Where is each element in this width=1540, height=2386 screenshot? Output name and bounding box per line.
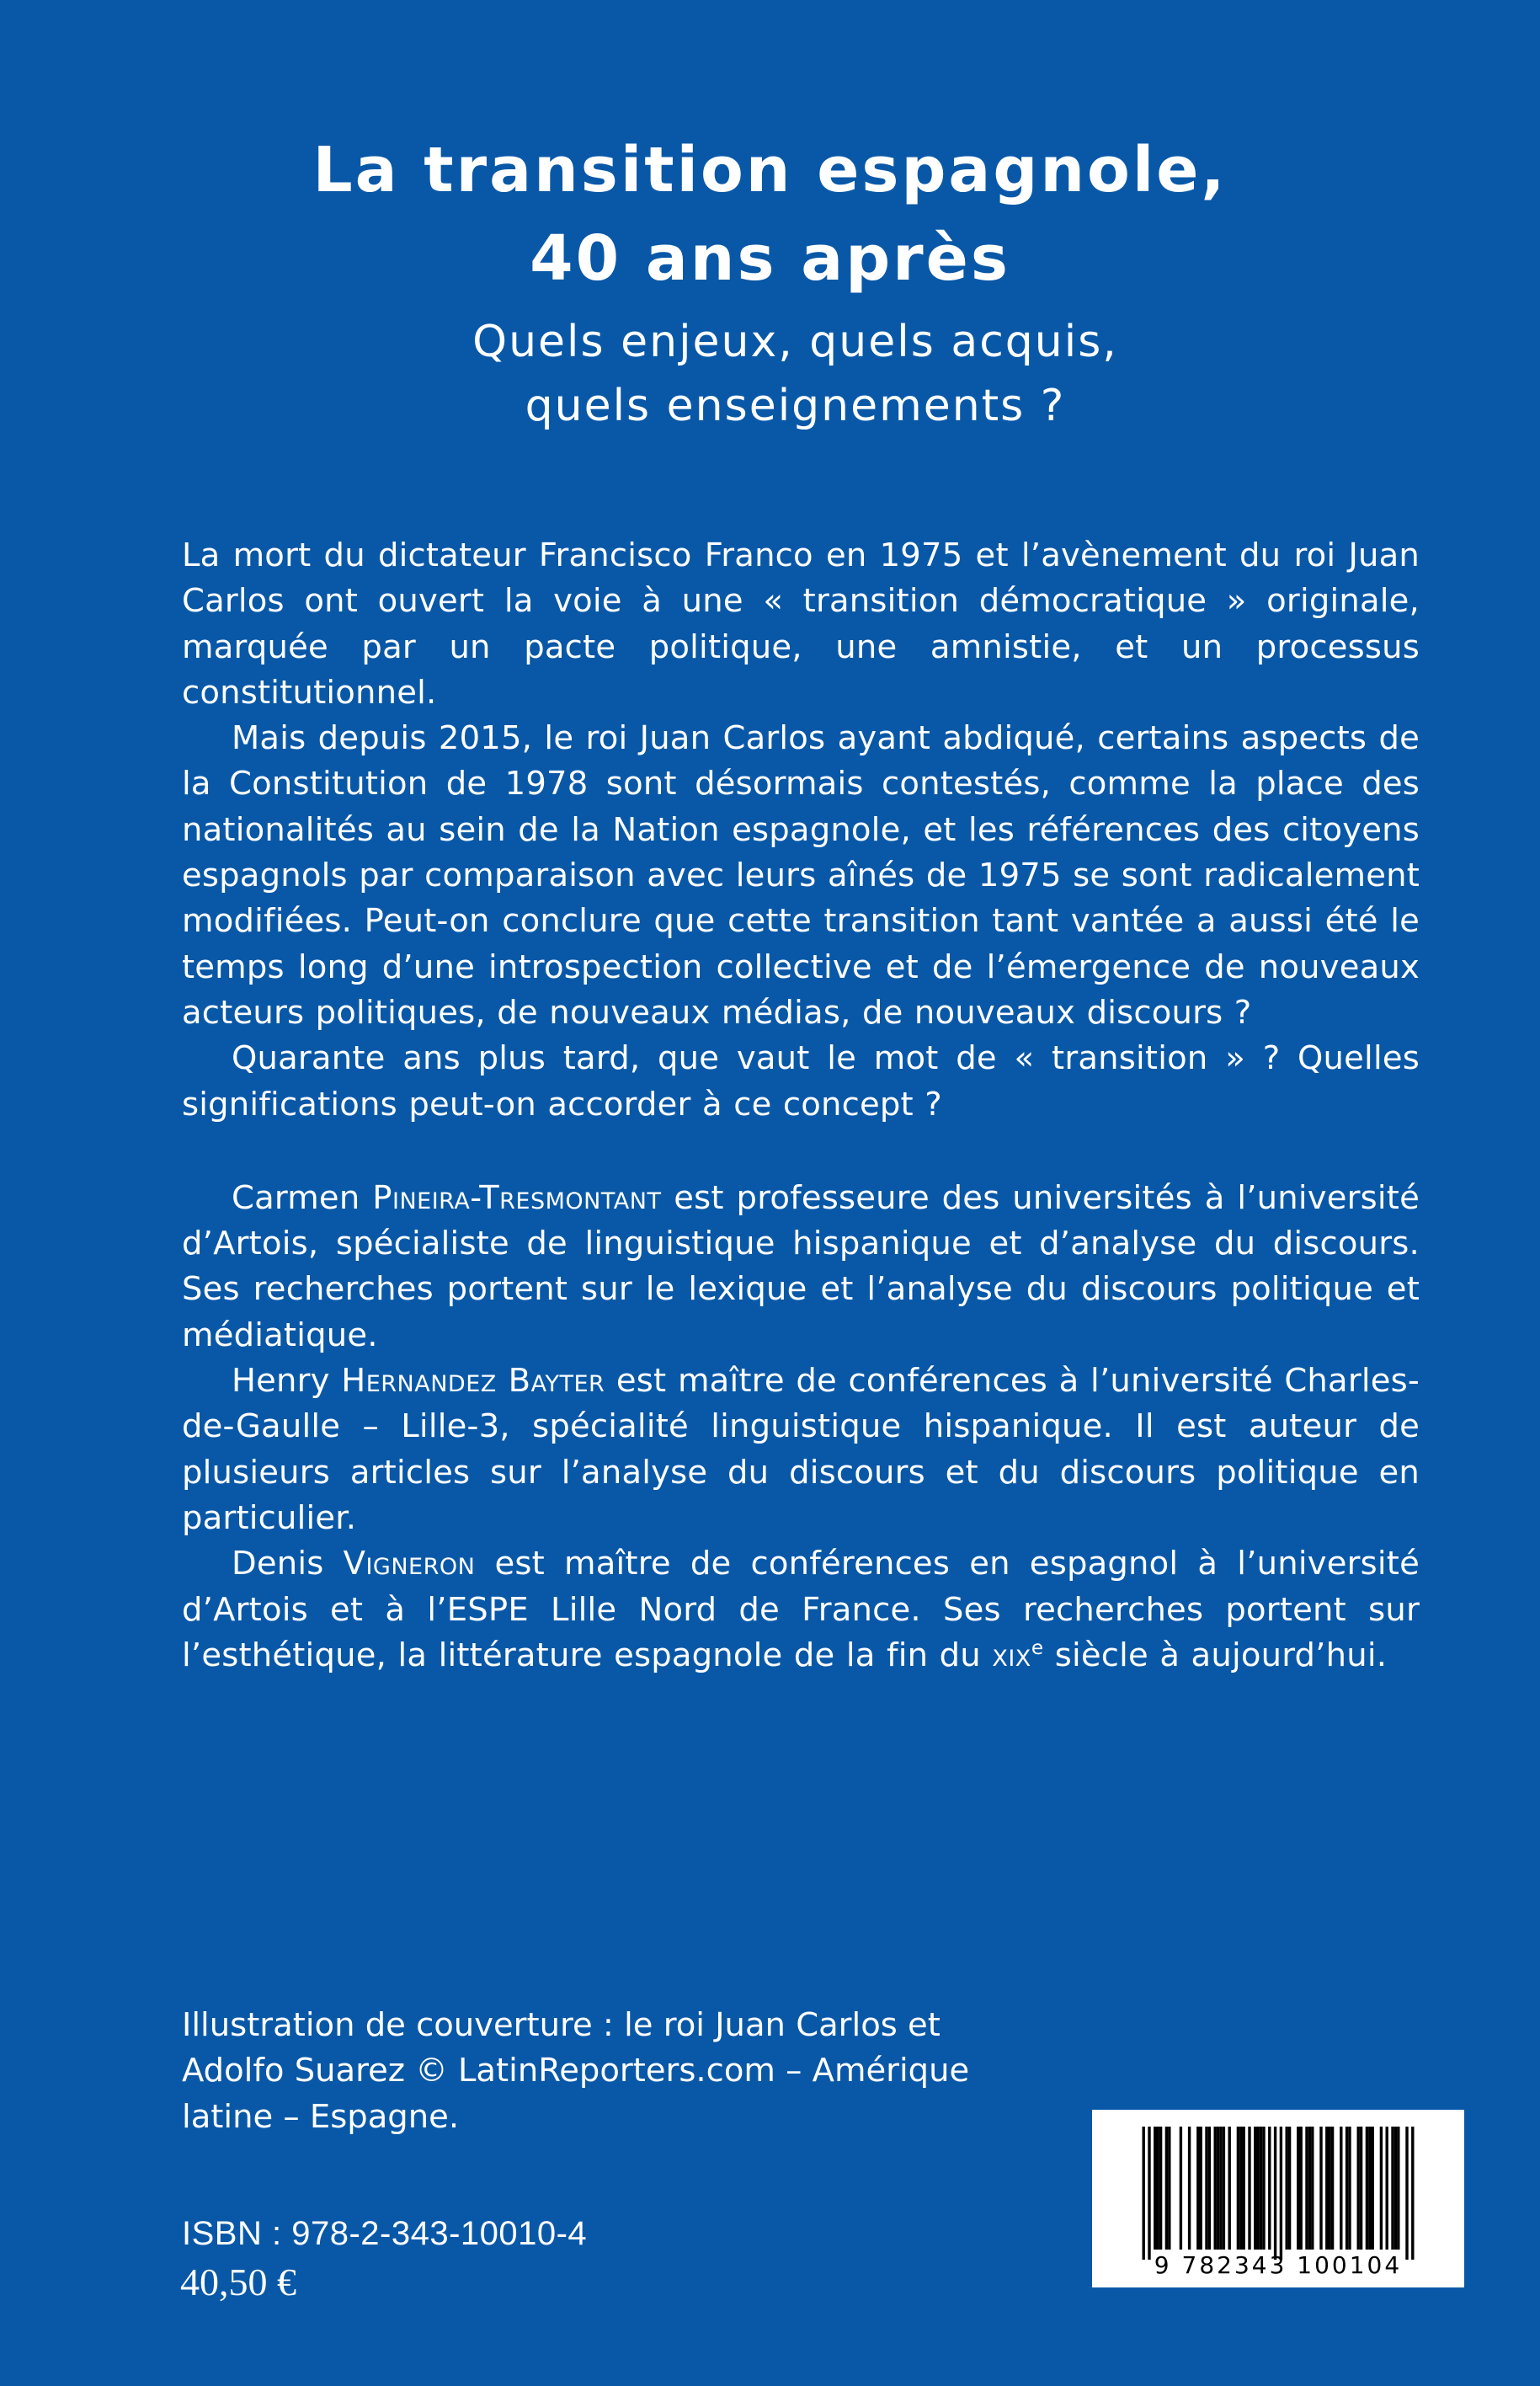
summary-paragraph-2: Mais depuis 2015, le roi Juan Carlos ayant abdiqué, certains aspects de la Constitution de 1978 sont désormais contestés, comme la place des nationalités au sein de la Nation espagnole, et les références des citoyens espagnols par comparaison avec leurs aînés de 1975 se sont radicalement modifiées. Peut-on conclure que cette transition tant vantée a aussi été le temps long d’une introspection collective et de l’émergence de nouveaux acteurs politiques, de nouveaux médias, de nouveaux discours ?	[182, 719, 1420, 1032]
subtitle-line-2: quels enseignements ?	[525, 381, 1066, 431]
barcode-bar	[1380, 2127, 1383, 2250]
credit-line-2: Adolfo Suarez © LatinReporters.com – Amérique	[182, 2052, 970, 2090]
author-bio-1	[182, 1176, 1420, 1358]
barcode-bar	[1411, 2127, 1414, 2260]
barcode-bar	[1397, 2127, 1399, 2250]
barcode-bar	[1208, 2127, 1211, 2250]
barcode-bar	[1168, 2127, 1170, 2250]
century-numeral: xix	[992, 1636, 1031, 1674]
barcode-bar	[1260, 2127, 1262, 2250]
barcode-bar	[1297, 2127, 1299, 2250]
barcode-bar	[1143, 2127, 1145, 2260]
barcode-bar	[1405, 2127, 1408, 2260]
barcode-bar	[1331, 2127, 1334, 2250]
author-last-name: Pineira-Tresmontant	[372, 1178, 662, 1217]
barcode-bar	[1214, 2127, 1217, 2250]
barcode-bar	[1200, 2127, 1202, 2250]
barcode-bar	[1188, 2127, 1191, 2250]
barcode-bar	[1346, 2127, 1348, 2250]
barcode-bar	[1228, 2127, 1231, 2250]
author-last-name: Hernandez Bayter	[341, 1362, 605, 1401]
barcode-bar	[1394, 2127, 1397, 2250]
barcode-bar	[1280, 2127, 1282, 2260]
author-first-name: Denis	[232, 1545, 324, 1583]
author-first-name: Carmen	[232, 1178, 360, 1217]
barcode-bar	[1366, 2127, 1368, 2250]
barcode-bar	[1257, 2127, 1260, 2250]
barcode-bar	[1288, 2127, 1291, 2250]
credit-line-1: Illustration de couverture : le roi Juan Carlos et	[182, 2006, 941, 2044]
price-label: 40,50 €	[180, 2261, 296, 2303]
book-title	[0, 126, 1540, 303]
barcode-bar	[1223, 2127, 1225, 2250]
barcode-bar	[1219, 2127, 1222, 2250]
barcode-bar	[1196, 2127, 1199, 2250]
author-bio-text: est maître de conférences à l’université Charles-de-Gaulle – Lille-3, spécialité linguistique hispanique. Il est auteur de plusieurs articles sur l’analyse du discours et du discours politique en particulier.	[182, 1362, 1420, 1537]
barcode-bar	[1340, 2127, 1342, 2250]
barcode-bar	[1248, 2127, 1250, 2250]
barcode-bar	[1329, 2127, 1331, 2250]
barcode-bar	[1217, 2127, 1219, 2250]
credit-line-3: latine – Espagne.	[182, 2097, 460, 2136]
barcode-bar	[1372, 2127, 1374, 2250]
summary-paragraph-3: Quarante ans plus tard, que vaut le mot de « transition » ? Quelles significations peut-on accorder à ce concept ?	[182, 1039, 1420, 1124]
barcode-bar	[1243, 2127, 1245, 2250]
barcode-bar	[1311, 2127, 1314, 2250]
barcode-bar	[1159, 2127, 1162, 2250]
section-spacer	[182, 1128, 1420, 1176]
barcode-bar	[1205, 2127, 1207, 2250]
barcode	[1092, 2110, 1464, 2287]
back-cover-text	[182, 533, 1420, 1679]
title-line-2: 40 ans après	[530, 222, 1010, 295]
subtitle-line-1: Quels enjeux, quels acquis,	[472, 317, 1118, 367]
author-bio-2	[182, 1358, 1420, 1541]
barcode-bar	[1386, 2127, 1388, 2250]
isbn-number: ISBN : 978-2-343-10010-4	[182, 2215, 588, 2252]
author-bio-3	[182, 1541, 1420, 1679]
title-line-1: La transition espagnole,	[312, 134, 1228, 206]
barcode-bar	[1254, 2127, 1256, 2250]
barcode-bar	[1180, 2127, 1182, 2250]
illustration-credit	[182, 2003, 990, 2140]
barcode-bar	[1308, 2127, 1311, 2250]
barcode-bar	[1305, 2127, 1308, 2250]
barcode-bar	[1237, 2127, 1239, 2250]
author-bio-text: est maître de conférences en espagnol à l’université d’Artois et à l’ESPE Lille Nord de France. Ses recherches portent sur l’esthétique, la littérature espagnole de la fin du	[182, 1545, 1420, 1674]
barcode-bar	[1325, 2127, 1328, 2250]
century-superscript: e	[1031, 1637, 1044, 1659]
barcode-bar	[1286, 2127, 1288, 2250]
author-last-name: Vigneron	[343, 1545, 476, 1583]
summary-paragraph-1: La mort du dictateur Francisco Franco en 1975 et l’avènement du roi Juan Carlos ont ouvert la voie à une « transition démocratique » originale, marquée par un pacte politique, une amnistie, et un processus constitutionnel.	[182, 536, 1420, 712]
book-subtitle	[0, 310, 1540, 438]
barcode-bar	[1357, 2127, 1360, 2250]
barcode-bar	[1239, 2127, 1242, 2250]
barcode-digits: 9 782343 100104	[1154, 2251, 1403, 2279]
author-first-name: Henry	[232, 1362, 330, 1401]
barcode-bar	[1274, 2127, 1276, 2260]
barcode-bar	[1319, 2127, 1322, 2250]
barcode-bar	[1154, 2127, 1156, 2250]
barcode-bar	[1262, 2127, 1265, 2250]
barcode-bar	[1148, 2127, 1150, 2260]
barcode-bar	[1360, 2127, 1362, 2250]
barcode-bar	[1391, 2127, 1393, 2250]
author-bio-text-end: siècle à aujourd’hui.	[1054, 1636, 1388, 1674]
barcode-bar	[1300, 2127, 1303, 2250]
barcode-bar	[1268, 2127, 1271, 2250]
barcode-bar	[1348, 2127, 1351, 2250]
barcode-bar	[1368, 2127, 1371, 2250]
author-bio-text: est professeure des universités à l’université d’Artois, spécialiste de linguistique hispanique et d’analyse du discours. Ses recherches portent sur le lexique et l’analyse du discours politique et médiatique.	[182, 1178, 1420, 1354]
barcode-bar	[1165, 2127, 1168, 2250]
barcode-bar	[1157, 2127, 1159, 2250]
